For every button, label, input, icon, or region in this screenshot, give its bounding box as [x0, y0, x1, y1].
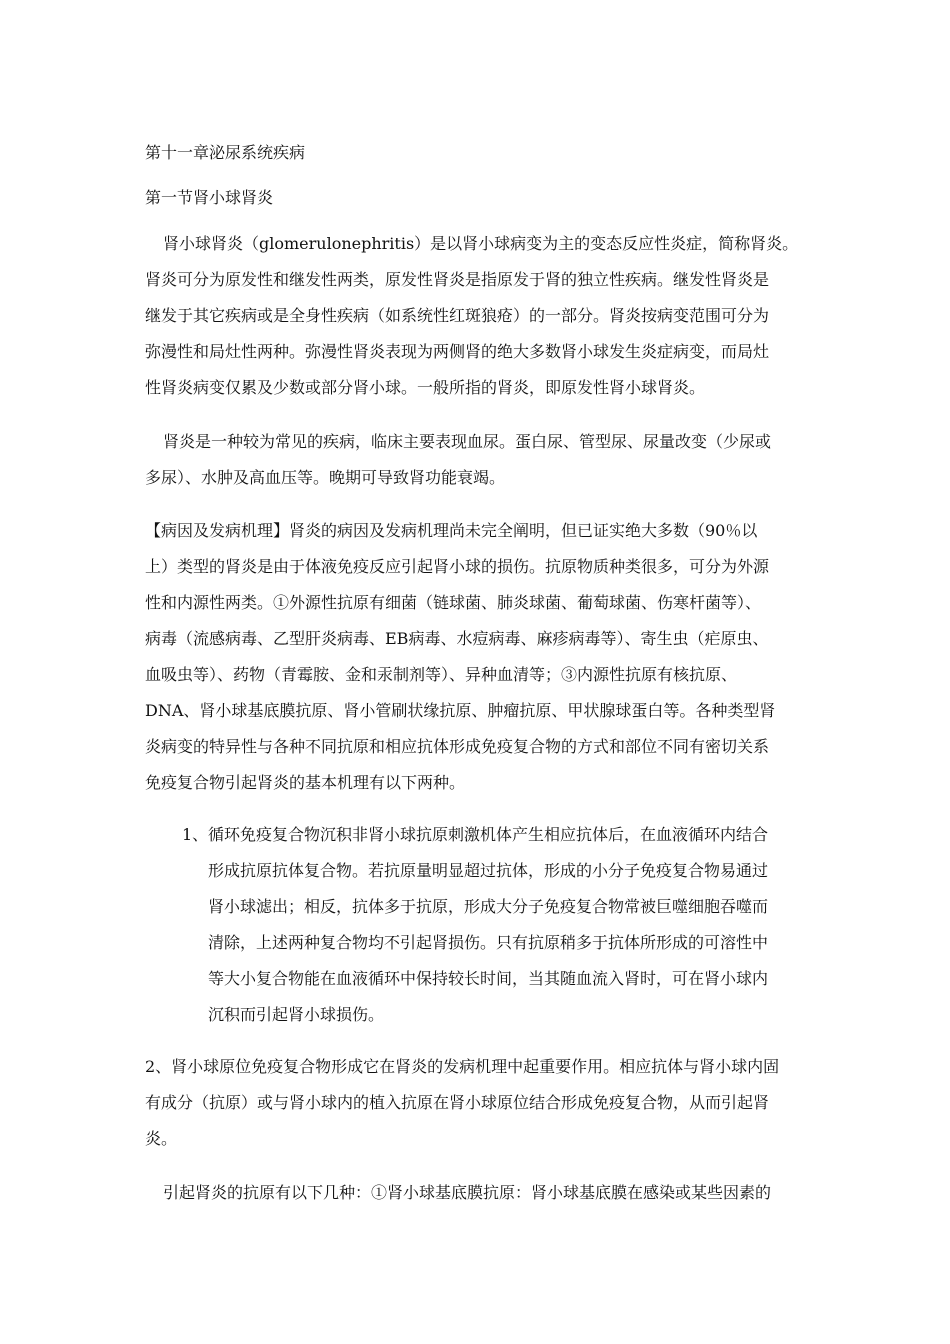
list-item-line: 等大小复合物能在血液循环中保持较长时间，当其随血流入肾时，可在肾小球内 [208, 969, 769, 988]
list-item-line: 清除，上述两种复合物均不引起肾损伤。只有抗原稍多于抗体所形成的可溶性中 [208, 933, 769, 952]
paragraph-line: 继发于其它疾病或是全身性疾病（如系统性红斑狼疮）的一部分。肾炎按病变范围可分为 [145, 306, 770, 325]
paragraph-line: 上）类型的肾炎是由于体液免疫反应引起肾小球的损伤。抗原物质种类很多，可分为外源 [145, 557, 770, 576]
paragraph-line: DNA、肾小球基底膜抗原、肾小管刷状缘抗原、肿瘤抗原、甲状腺球蛋白等。各种类型肾 [145, 701, 776, 720]
paragraph-line: 有成分（抗原）或与肾小球内的植入抗原在肾小球原位结合形成免疫复合物，从而引起肾 [145, 1093, 770, 1112]
paragraph-line: 性和内源性两类。①外源性抗原有细菌（链球菌、肺炎球菌、葡萄球菌、伤寒杆菌等）、 [145, 593, 762, 612]
paragraph-line: 弥漫性和局灶性两种。弥漫性肾炎表现为两侧肾的绝大多数肾小球发生炎症病变，而局灶 [145, 342, 770, 361]
paragraph-line: 性肾炎病变仅累及少数或部分肾小球。一般所指的肾炎，即原发性肾小球肾炎。 [145, 378, 706, 397]
list-marker: 1、 [182, 825, 209, 844]
section-title: 第一节肾小球肾炎 [145, 188, 274, 207]
paragraph-line: 血吸虫等）、药物（青霉胺、金和汞制剂等）、异种血清等；③内源性抗原有核抗原、 [145, 665, 738, 684]
paragraph-line: 免疫复合物引起肾炎的基本机理有以下两种。 [145, 773, 466, 792]
paragraph-line: 多尿）、水肿及高血压等。晚期可导致肾功能衰竭。 [145, 468, 506, 487]
paragraph-line: 炎。 [145, 1129, 178, 1148]
paragraph-line: 【病因及发病机理】肾炎的病因及发病机理尚未完全阐明，但已证实绝大多数（90％以 [145, 521, 758, 540]
list-item-line: 肾小球滤出；相反，抗体多于抗原，形成大分子免疫复合物常被巨噬细胞吞噬而 [208, 897, 769, 916]
paragraph-line: 肾炎是一种较为常见的疾病，临床主要表现血尿。蛋白尿、管型尿、尿量改变（少尿或 [163, 432, 772, 451]
paragraph-line: 2、肾小球原位免疫复合物形成它在肾炎的发病机理中起重要作用。相应抗体与肾小球内固 [145, 1057, 780, 1076]
paragraph-line: 肾小球肾炎（glomerulonephritis）是以肾小球病变为主的变态反应性炎症，简称肾炎。 [163, 234, 799, 253]
list-item-line: 形成抗原抗体复合物。若抗原量明显超过抗体，形成的小分子免疫复合物易通过 [208, 861, 769, 880]
paragraph-line: 病毒（流感病毒、乙型肝炎病毒、EB病毒、水痘病毒、麻疹病毒等）、寄生虫（疟原虫、 [145, 629, 769, 648]
list-item-line: 循环免疫复合物沉积非肾小球抗原刺激机体产生相应抗体后，在血液循环内结合 [208, 825, 769, 844]
paragraph-line: 炎病变的特异性与各种不同抗原和相应抗体形成免疫复合物的方式和部位不同有密切关系 [145, 737, 770, 756]
list-item-line: 沉积而引起肾小球损伤。 [208, 1005, 385, 1024]
paragraph-line: 引起肾炎的抗原有以下几种：①肾小球基底膜抗原：肾小球基底膜在感染或某些因素的 [163, 1183, 772, 1202]
paragraph-line: 肾炎可分为原发性和继发性两类，原发性肾炎是指原发于肾的独立性疾病。继发性肾炎是 [145, 270, 770, 289]
chapter-title: 第十一章泌尿系统疾病 [145, 143, 306, 162]
